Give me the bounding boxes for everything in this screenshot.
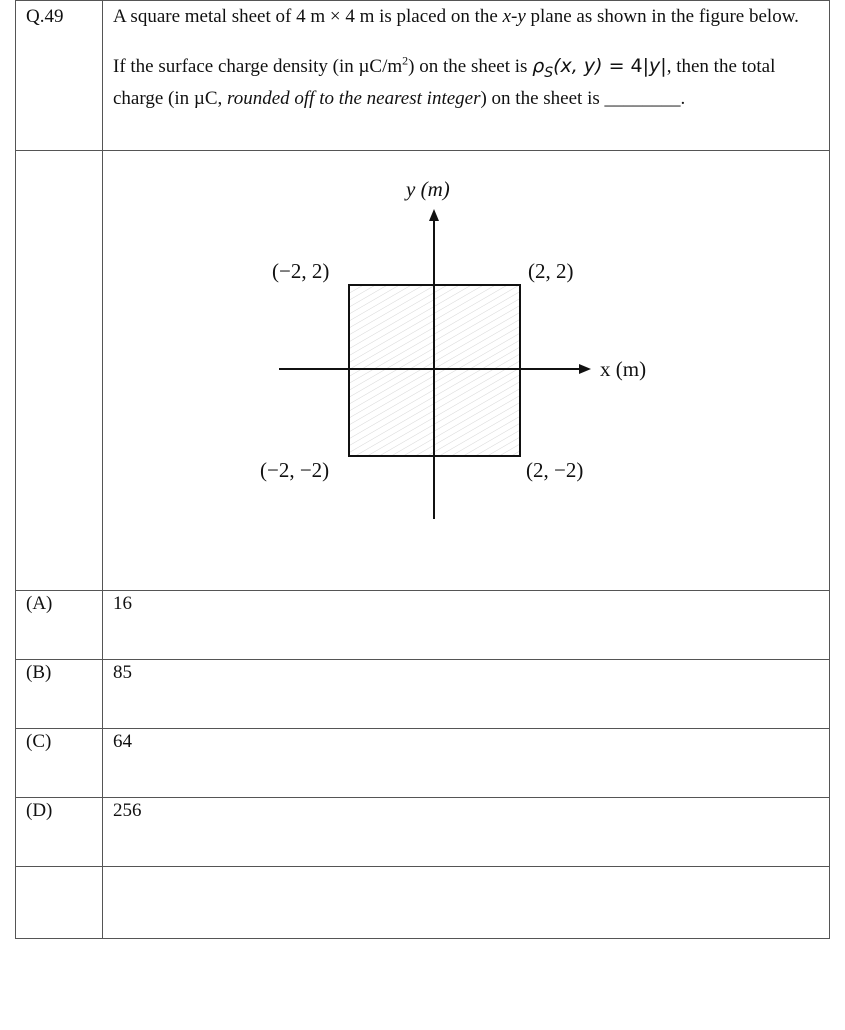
dash: -	[511, 6, 518, 27]
statement-text-end: plane as shown in the figure below.	[525, 6, 799, 27]
option-d-value: 256	[103, 798, 830, 867]
axis-y-italic: y	[517, 6, 526, 27]
coordinate-figure	[103, 151, 839, 587]
prompt-text-3: , then the total charge (in µC,	[113, 56, 776, 109]
empty-content-cell	[103, 867, 830, 939]
question-table	[15, 0, 830, 939]
y-axis-arrow-icon	[429, 209, 439, 221]
question-statement	[113, 4, 821, 29]
figure-cell	[103, 151, 830, 591]
unit-superscript: 2	[402, 53, 409, 68]
empty-label-cell	[16, 867, 103, 939]
formula-eq: = 4|	[602, 55, 650, 77]
x-axis-arrow-icon	[579, 364, 591, 374]
option-a-value: 16	[103, 591, 830, 660]
corner-label-top-right: (2, 2)	[528, 259, 574, 283]
option-row-c[interactable]	[16, 729, 830, 798]
rho-symbol: ρ	[532, 55, 545, 77]
prompt-text-4: ) on the sheet is ________.	[480, 87, 686, 109]
question-sheet	[15, 0, 830, 939]
prompt-text-2: ) on the sheet is	[408, 56, 533, 77]
axis-x-italic: x	[502, 6, 512, 27]
option-a-label: (A)	[16, 591, 103, 660]
statement-text: A square metal sheet of 4 m × 4 m is placed on the	[113, 6, 503, 27]
figure-row	[16, 151, 830, 591]
formula-y: y	[649, 55, 661, 77]
question-row	[16, 1, 830, 151]
option-c-label: (C)	[16, 729, 103, 798]
formula-args: (x, y)	[553, 55, 603, 77]
empty-row	[16, 867, 830, 939]
question-text	[103, 1, 830, 151]
option-row-d[interactable]	[16, 798, 830, 867]
option-d-label: (D)	[16, 798, 103, 867]
x-axis-label: x (m)	[600, 357, 647, 381]
y-axis-label: y (m)	[406, 177, 450, 201]
option-row-b[interactable]	[16, 660, 830, 729]
corner-label-bottom-right: (2, −2)	[526, 458, 584, 482]
charge-density-formula	[532, 55, 667, 81]
option-b-value: 85	[103, 660, 830, 729]
figure-label-cell	[16, 151, 103, 591]
rounding-note: rounded off to the nearest integer	[227, 87, 481, 109]
option-b-label: (B)	[16, 660, 103, 729]
rho-subscript: S	[544, 64, 554, 81]
option-row-a[interactable]	[16, 591, 830, 660]
formula-end: |	[660, 55, 667, 77]
corner-label-bottom-left: (−2, −2)	[260, 458, 330, 482]
option-c-value: 64	[103, 729, 830, 798]
question-prompt	[113, 54, 821, 111]
prompt-text: If the surface charge density (in µC/m	[113, 56, 403, 77]
corner-label-top-left: (−2, 2)	[272, 259, 330, 283]
question-number: Q.49	[16, 1, 103, 151]
